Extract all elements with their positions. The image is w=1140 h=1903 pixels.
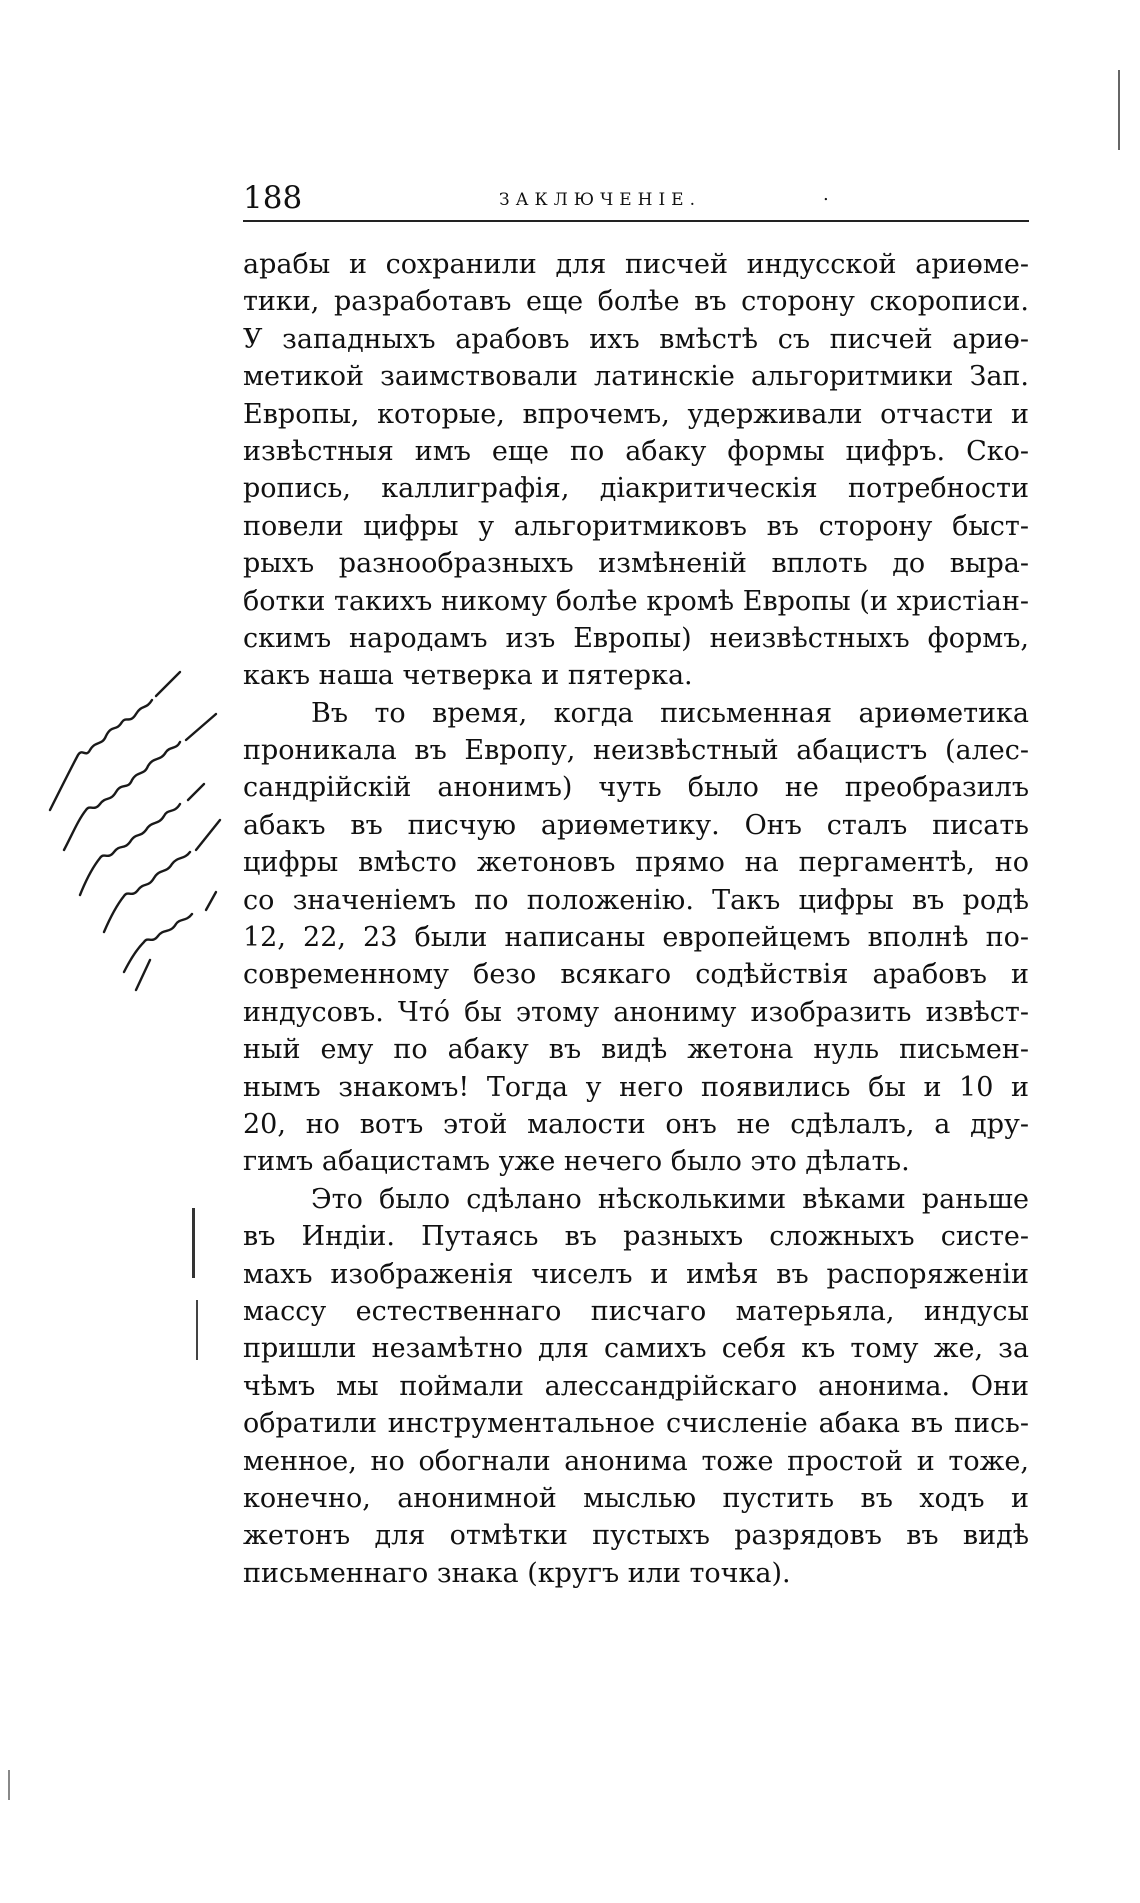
right-edge-mark (1118, 70, 1120, 150)
text-line: ботки такихъ никому болѣе кромѣ Европы (и христіан- (243, 585, 1029, 617)
text-line: тики, разработавъ еще болѣе въ сторону скорописи. (243, 286, 1029, 318)
text-line: извѣстныя имъ еще по абаку формы цифръ. Ско- (243, 435, 1029, 467)
page-header (243, 178, 1029, 222)
text-line: 20, но вотъ этой малости онъ не сдѣлалъ, а дру- (243, 1108, 1029, 1140)
text-line: какъ наша четверка и пятерка. (243, 660, 693, 692)
text-line: современному безо всякаго содѣйствія арабовъ и (243, 959, 1029, 991)
text-line: 12, 22, 23 были написаны европейцемъ вполнѣ по- (243, 922, 1029, 954)
header-dot: . (823, 184, 829, 205)
text-line: проникала въ Европу, неизвѣстный абацистъ (алес- (243, 735, 1029, 767)
text-line: рыхъ разнообразныхъ измѣненій вплоть до выра- (243, 548, 1029, 580)
text-line: письменнаго знака (кругъ или точка). (243, 1557, 791, 1589)
running-title: ЗАКЛЮЧЕНІЕ. (499, 190, 701, 210)
text-line: конечно, анонимной мыслью пустить въ ходъ и (243, 1482, 1029, 1514)
text-line: со значеніемъ по положенію. Такъ цифры въ родѣ (243, 884, 1029, 916)
text-line: жетонъ для отмѣтки пустыхъ разрядовъ въ видѣ (243, 1520, 1029, 1552)
text-line: гимъ абацистамъ уже нечего было это дѣлать. (243, 1146, 910, 1178)
text-line: въ Индіи. Путаясь въ разныхъ сложныхъ систе- (243, 1221, 1029, 1253)
text-line: Это было сдѣлано нѣсколькими вѣками раньше (311, 1183, 1029, 1215)
text-line: ный ему по абаку въ видѣ жетона нуль письмен- (243, 1034, 1029, 1066)
text-line: нымъ знакомъ! Тогда у него появились бы и 10 и (243, 1071, 1029, 1103)
text-line: абакъ въ писчую ариөметику. Онъ сталъ писать (243, 809, 1029, 841)
handwritten-annotation-icon (20, 660, 250, 1040)
text-line: сандрійскій анонимъ) чуть было не преобразилъ (243, 772, 1029, 804)
text-line: чѣмъ мы поймали алессандрійскаго анонима. Они (243, 1370, 1029, 1402)
text-line: У западныхъ арабовъ ихъ вмѣстѣ съ писчей ариө- (243, 323, 1029, 355)
text-line: скимъ народамъ изъ Европы) неизвѣстныхъ формъ, (243, 622, 1029, 654)
header-rule (243, 220, 1029, 222)
page-number: 188 (243, 180, 303, 216)
text-line: Въ то время, когда письменная ариөметика (311, 697, 1029, 729)
text-line: менное, но обогнали анонима тоже простой и тоже, (243, 1445, 1029, 1477)
text-line: цифры вмѣсто жетоновъ прямо на пергаментѣ, но (243, 847, 1029, 879)
handwriting-drawing (20, 660, 250, 1040)
text-line: обратили инструментальное счисленіе абака въ пись- (243, 1408, 1029, 1440)
text-line: махъ изображенія чиселъ и имѣя въ распоряженіи (243, 1258, 1029, 1290)
text-line: арабы и сохранили для писчей индусской ариөме- (243, 249, 1029, 280)
text-line: повели цифры у альгоритмиковъ въ сторону быст- (243, 510, 1029, 542)
text-line: Европы, которые, впрочемъ, удерживали отчасти и (243, 398, 1029, 430)
text-line: метикой заимствовали латинскіе альгоритмики Зап. (243, 361, 1029, 393)
text-line: ропись, каллиграфія, діакритическія потребности (243, 473, 1029, 505)
left-margin-mark-2 (196, 1300, 198, 1360)
text-line: пришли незамѣтно для самихъ себя къ тому же, за (243, 1333, 1029, 1365)
text-line: массу естественнаго писчаго матерьяла, индусы (243, 1295, 1029, 1327)
left-margin-mark-1 (192, 1208, 195, 1278)
text-line: индусовъ. Что́ бы этому анониму изобразить извѣст- (243, 996, 1029, 1028)
body-text (243, 246, 1029, 1592)
left-edge-mark (8, 1770, 10, 1800)
